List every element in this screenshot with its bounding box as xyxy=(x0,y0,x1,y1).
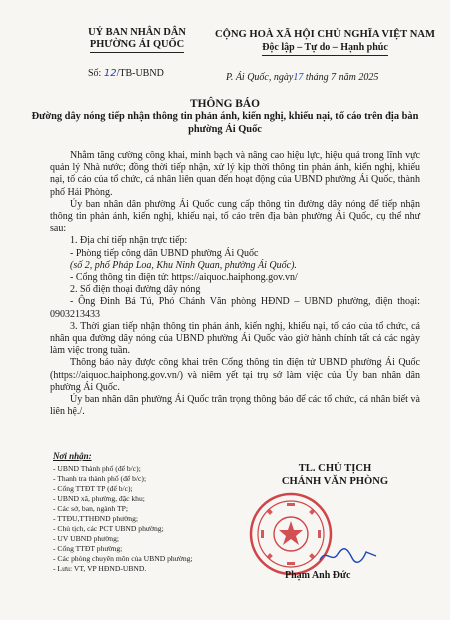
doc-number-prefix: Số: xyxy=(88,68,102,79)
body-paragraph-4: Ủy ban nhân dân phường Ái Quốc trân trọng thông báo để các tổ chức, cá nhân biết và liên hệ./. xyxy=(50,394,420,418)
body-item-1c: - Cổng thông tin điện tử: https://aiquoc.haiphong.gov.vn/ xyxy=(70,272,298,284)
document-number xyxy=(88,68,164,79)
place-date-day: 17 xyxy=(293,72,304,83)
recipient-item: - Chủ tịch, các PCT UBND phường; xyxy=(53,524,164,533)
body-paragraph-3: Thông báo này được công khai trên Cổng thông tin điện tử UBND phường Ái Quốc (https://aiquoc.haiphong.gov.vn/) và niêm yết tại trụ sở làm việc của Ủy ban nhân dân phường Ái Quốc. xyxy=(50,357,420,393)
recipient-item: - UV UBND phường; xyxy=(53,534,120,543)
document-subtitle: Đường dây nóng tiếp nhận thông tin phản ánh, kiến nghị, khiếu nại, tố cáo trên địa bàn phường Ái Quốc xyxy=(31,111,419,135)
handwritten-signature-icon xyxy=(318,546,378,566)
body-item-1a: - Phòng tiếp công dân UBND phường Ái Quốc xyxy=(70,247,259,259)
signature-block xyxy=(250,463,420,488)
org-line-1: UỶ BAN NHÂN DÂN xyxy=(88,27,186,38)
org-line-2: PHƯỜNG ÁI QUỐC xyxy=(90,39,184,53)
recipient-item: - TTĐU,TTHĐND phường; xyxy=(53,514,138,523)
recipient-item: - Các sở, ban, ngành TP; xyxy=(53,504,128,513)
recipient-item: - Lưu: VT, VP HĐND-UBND. xyxy=(53,564,147,573)
document-title: THÔNG BÁO xyxy=(190,98,260,110)
body-item-3: 3. Thời gian tiếp nhận thông tin phản ánh, kiến nghị, khiếu nại, tố cáo của tổ chức, cá nhân qua đường dây nóng của UBND phường Ái Quốc vào giờ hành chính tất cả các ngày làm việc trong tuần. xyxy=(50,320,420,357)
place-date xyxy=(226,72,378,83)
body-item-1b: (số 2, phố Pháp Loa, Khu Ninh Quan, phường Ái Quốc). xyxy=(70,259,297,271)
body-paragraph-1: Nhằm tăng cường công khai, minh bạch và nâng cao hiệu lực, hiệu quả trong lĩnh vực quản lý Nhà nước; đồng thời tiếp nhận, xử lý kịp thời thông tin phản ánh, kiến nghị, khiếu nại, tố cáo của tổ chức, cá nhân liên quan đến hoạt động của UBND phường Ái Quốc, thành phố Hải Phòng. xyxy=(50,150,420,198)
recipients-list xyxy=(53,464,193,574)
signer-name: Phạm Anh Đức xyxy=(285,570,351,581)
doc-number-suffix: /TB-UBND xyxy=(116,68,164,79)
signature-line-1: TL. CHỦ TỊCH xyxy=(298,463,372,474)
place-date-suffix: tháng 7 năm 2025 xyxy=(305,72,379,83)
document-body xyxy=(50,150,420,418)
body-item-2: 2. Số điện thoại đường dây nóng xyxy=(70,284,201,296)
body-item-2a: - Ông Đinh Bá Tú, Phó Chánh Văn phòng HĐND – UBND phường, điện thoại: 0903213433 xyxy=(50,296,420,320)
recipient-item: - Cổng TTĐT phường; xyxy=(53,544,123,553)
doc-number-handwritten: 12 xyxy=(103,68,117,79)
recipient-item: - Cổng TTĐT TP (để b/c); xyxy=(53,484,133,493)
recipient-item: - Các phòng chuyên môn của UBND phường; xyxy=(53,554,193,563)
recipient-item: - UBND xã, phường, đặc khu; xyxy=(53,494,145,503)
national-heading xyxy=(205,29,445,56)
signature-line-2: CHÁNH VĂN PHÒNG xyxy=(281,475,389,487)
issuing-authority xyxy=(62,27,212,53)
recipients-title: Nơi nhận: xyxy=(53,451,92,461)
recipient-item: - Thanh tra thành phố (để b/c); xyxy=(53,474,147,483)
body-paragraph-2: Ủy ban nhân dân phường Ái Quốc cung cấp thông tin đường dây nóng để tiếp nhận thông tin phản ánh, kiến nghị, khiếu nại, tố cáo trên địa bàn phường Ái Quốc, cụ thể như sau: xyxy=(50,198,420,235)
recipient-item: - UBND Thành phố (để b/c); xyxy=(53,464,141,473)
nation-line: CỘNG HOÀ XÃ HỘI CHỦ NGHĨA VIỆT NAM xyxy=(214,29,436,40)
nation-motto: Độc lập – Tự do – Hạnh phúc xyxy=(262,42,388,57)
place-date-prefix: P. Ái Quốc, ngày xyxy=(226,72,294,83)
body-item-1: 1. Địa chỉ tiếp nhận trực tiếp: xyxy=(70,235,188,247)
